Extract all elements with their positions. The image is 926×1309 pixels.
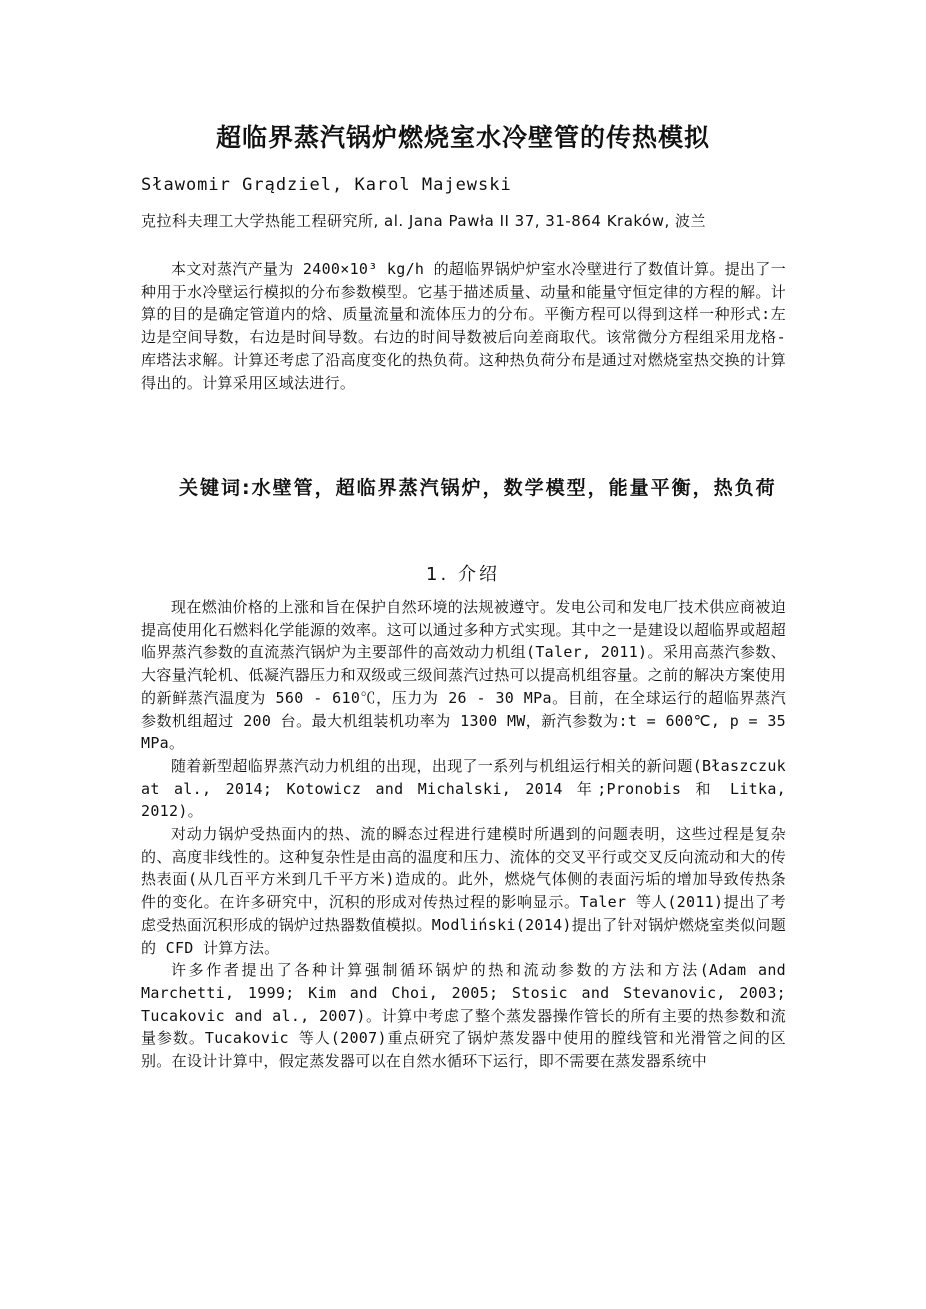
author-affiliation: 克拉科夫理工大学热能工程研究所, al. Jana Pawła II 37, 31-864 Kraków, 波兰 [141, 212, 707, 230]
paragraph: 对动力锅炉受热面内的热、流的瞬态过程进行建模时所遇到的问题表明，这些过程是复杂的、高度非线性的。这种复杂性是由高的温度和压力、流体的交叉平行或交叉反向流动和大的传热表面(从几百平方米到几千平方米)造成的。此外，燃烧气体侧的表面污垢的增加导致传热条件的变化。在许多研究中，沉积的形成对传热过程的影响显示。Taler 等人(2011)提出了考虑受热面沉积形成的锅炉过热器数值模拟。Modliński(2014)提出了针对锅炉燃烧室类似问题的 CFD 计算方法。 [141, 825, 786, 957]
abstract: 本文对蒸汽产量为 2400×10³ kg/h 的超临界锅炉炉室水冷壁进行了数值计算。提出了一种用于水冷壁运行模拟的分布参数模型。它基于描述质量、动量和能量守恒定律的方程的解。计算的目的是确定管道内的焓、质量流量和流体压力的分布。平衡方程可以得到这样一种形式:左边是空间导数，右边是时间导数。右边的时间导数被后向差商取代。该常微分方程组采用龙格-库塔法求解。计算还考虑了沿高度变化的热负荷。这种热负荷分布是通过对燃烧室热交换的计算得出的。计算采用区域法进行。 [141, 260, 786, 392]
keywords: 关键词:水壁管，超临界蒸汽锅炉，数学模型，能量平衡，热负荷 [179, 477, 777, 499]
paragraph: 现在燃油价格的上涨和旨在保护自然环境的法规被遵守。发电公司和发电厂技术供应商被迫提高使用化石燃料化学能源的效率。这可以通过多种方式实现。其中之一是建设以超临界或超超临界蒸汽参数的直流蒸汽锅炉为主要部件的高效动力机组(Taler, 2011)。采用高蒸汽参数、大容量汽轮机、低凝汽器压力和双级或三级间蒸汽过热可以提高机组容量。之前的解决方案使用的新鲜蒸汽温度为 560 - 610℃，压力为 26 - 30 MPa。目前，在全球运行的超临界蒸汽参数机组超过 200 台。最大机组装机功率为 1300 MW，新汽参数为:t = 600℃, p = 35 MPa。 [141, 598, 786, 753]
paper-authors: Sławomir Grądziel, Karol Majewski [141, 175, 512, 195]
section-heading-introduction: 1. 介绍 [426, 564, 500, 585]
introduction-body [141, 596, 786, 1073]
paper-title: 超临界蒸汽锅炉燃烧室水冷壁管的传热模拟 [215, 123, 710, 152]
paragraph: 随着新型超临界蒸汽动力机组的出现，出现了一系列与机组运行相关的新问题(Błaszczuk at al., 2014; Kotowicz and Michalski, 2014 年;Pronobis 和 Litka, 2012)。 [141, 756, 786, 821]
paragraph: 许多作者提出了各种计算强制循环锅炉的热和流动参数的方法和方法(Adam and Marchetti, 1999; Kim and Choi, 2005; Stosic and Stevanovic, 2003; Tucakovic and al., 2007)。计算中考虑了整个蒸发器操作管长的所有主要的热参数和流量参数。Tucakovic 等人(2007)重点研究了锅炉蒸发器中使用的膛线管和光滑管之间的区别。在设计计算中，假定蒸发器可以在自然水循环下运行，即不需要在蒸发器系统中 [141, 961, 786, 1071]
